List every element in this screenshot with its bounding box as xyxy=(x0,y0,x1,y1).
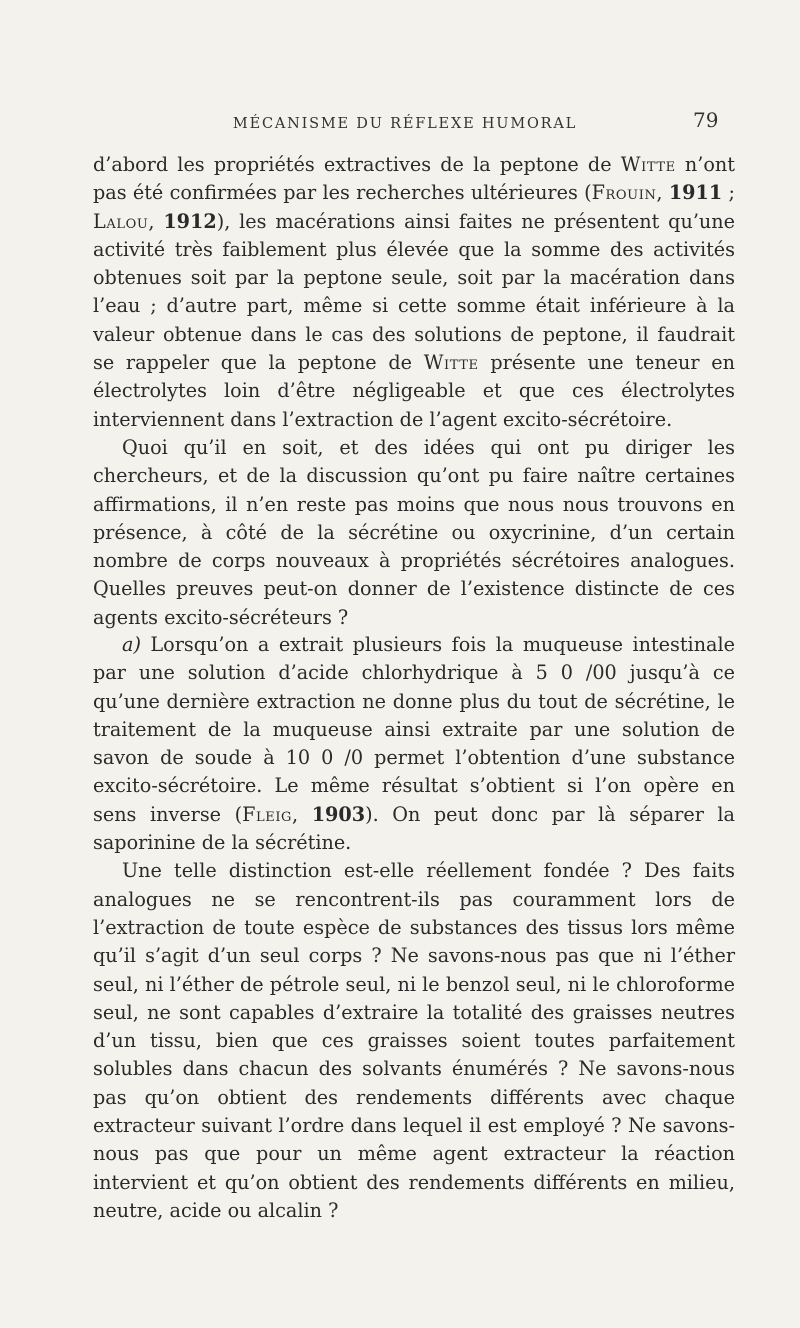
body-text-bottom xyxy=(93,631,735,1225)
text-run: présente une teneur en électrolytes loin d’être négligeable et que ces électrolytes interviennent dans l’extraction de l’agent excito-sécrétoire. xyxy=(93,351,735,431)
text-run: ; xyxy=(722,181,735,205)
text-run: Lorsqu’on a extrait plusieurs fois la muqueuse intestinale par une solution d’acide chlorhydrique à 5 0 /00 jusqu’à ce qu’une dernière extraction ne donne plus du tout de sécrétine, le traitement de la muqueuse ainsi extraite par une solution de savon de soude à 10 0 /0 permet l’obtention d’une substance excito-sécrétoire. Le même résultat s’obtient si l’on opère en sens inverse ( xyxy=(93,633,735,826)
body-text-top xyxy=(93,151,735,632)
text-run: , xyxy=(148,209,164,233)
author-citation: Lalou xyxy=(93,209,149,233)
running-head: MÉCANISME DU RÉFLEXE HUMORAL xyxy=(232,116,578,132)
author-citation: Witte xyxy=(423,351,479,375)
page-number: 79 xyxy=(693,108,719,132)
item-label: a) xyxy=(122,633,141,656)
paragraph-item-a xyxy=(93,631,735,857)
author-citation: Fleig xyxy=(242,802,293,826)
author-citation: Witte xyxy=(620,153,676,176)
citation-year: 1903 xyxy=(311,802,366,826)
text-run: ). On peut donc par là séparer la saporinine de la sécrétine. xyxy=(93,802,735,855)
paragraph: Une telle distinction est-elle réellement fondée ? Des faits analogues ne se rencontrent-ils pas couramment lors de l’extraction de toute espèce de substances des tissus lors même qu’il s’agit d’un seul corps ? Ne savons-nous pas que ni l’éther seul, ni l’éther de pétrole seul, ni le benzol seul, ni le chloroforme seul, ne sont capables d’extraire la totalité des graisses neutres d’un tissu, bien que ces graisses soient toutes parfaitement solubles dans chacun des solvants énumérés ? Ne savons-nous pas qu’on obtient des rendements différents avec chaque extracteur suivant l’ordre dans lequel il est employé ? Ne savons-nous pas que pour un même agent extracteur la réaction intervient et qu’on obtient des rendements différents en milieu, neutre, acide ou alcalin ? xyxy=(93,859,735,1222)
author-citation: Frouin xyxy=(591,181,657,205)
text-run: n’ont pas été confirmées par les recherches ultérieures ( xyxy=(93,153,735,205)
citation-year: 1911 xyxy=(668,181,723,205)
text-run: d’abord les propriétés extractives de la peptone de xyxy=(93,153,621,176)
citation-year: 1912 xyxy=(163,209,217,233)
text-run: ), les macérations ainsi faites ne présentent qu’une activité très faiblement plus élevée que la somme des activités obtenues soit par la peptone seule, soit par la macération dans l’eau ; d’autre part, même si cette somme était inférieure à la valeur obtenue dans le cas des solutions de peptone, il faudrait se rappeler que la peptone de xyxy=(93,209,735,375)
text-run: , xyxy=(292,802,312,826)
text-run: , xyxy=(656,181,669,205)
paragraph: Quoi qu’il en soit, et des idées qui ont pu diriger les chercheurs, et de la discussion qu’ont pu faire naître certaines affirmations, il n’en reste pas moins que nous nous trouvons en présence, à côté de la sécrétine ou oxycrinine, d’un certain nombre de corps nouveaux à propriétés sécrétoires analogues. Quelles preuves peut-on donner de l’existence distincte de ces agents excito-sécréteurs ? xyxy=(93,435,735,629)
paragraph-continuation xyxy=(93,151,735,434)
